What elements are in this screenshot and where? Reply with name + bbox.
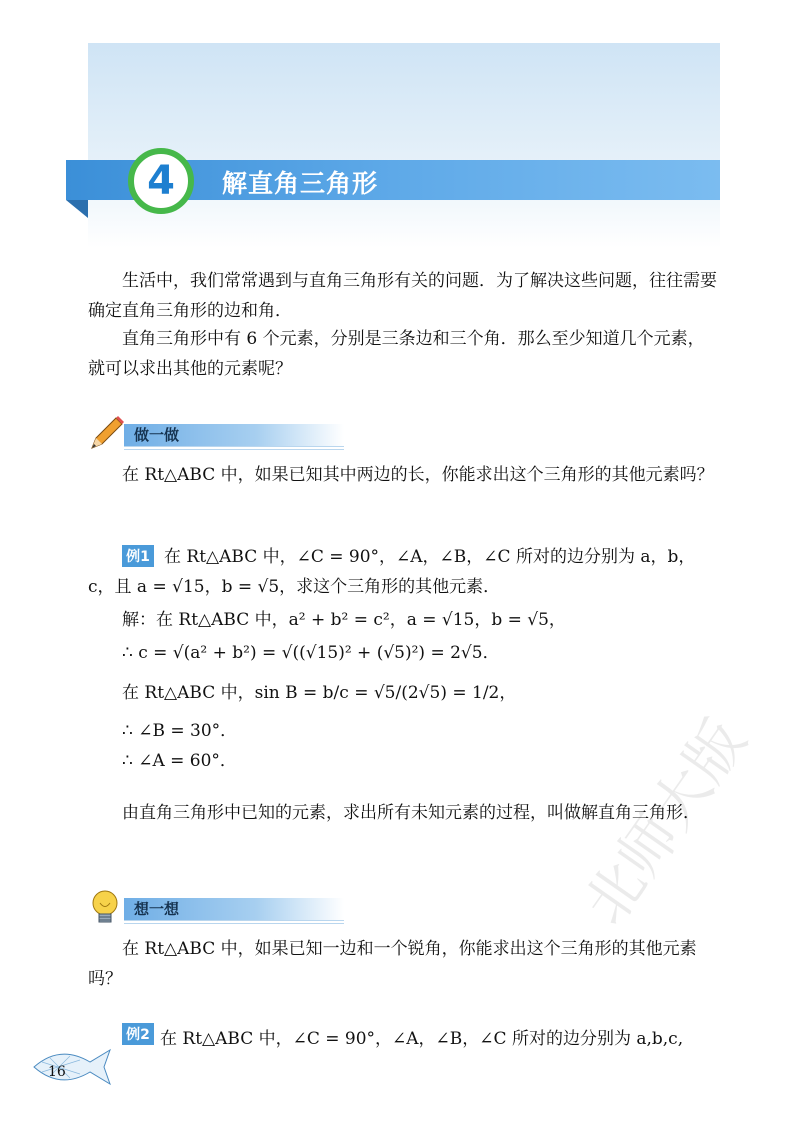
section-number-badge xyxy=(128,148,194,214)
section-title: 解直角三角形 xyxy=(222,169,379,198)
watermark: 北师大版 xyxy=(570,707,760,937)
activity-label-do: 做一做 xyxy=(124,424,344,446)
example2-problem: 在 Rt△ABC 中，∠C = 90°，∠A，∠B，∠C 所对的边分别为 a,b,c, xyxy=(160,1029,684,1049)
activity-label-lines xyxy=(124,446,344,452)
definition-paragraph: 由直角三角形中已知的元素，求出所有未知元素的过程，叫做解直角三角形． xyxy=(122,803,700,823)
example1-problem: 在 Rt△ABC 中，∠C = 90°，∠A，∠B，∠C 所对的边分别为 a，b，c，且 a = √15，b = √5，求这个三角形的其他元素． xyxy=(88,547,696,597)
intro-paragraph-1: 生活中，我们常常遇到与直角三角形有关的问题．为了解决这些问题，往往需要确定直角三角形的边和角． xyxy=(88,271,717,321)
activity-label-lines-2 xyxy=(124,920,344,926)
example2-label: 例2 xyxy=(122,1023,154,1045)
page-number: 16 xyxy=(48,1064,66,1080)
solution-line-5: ∴ ∠A = 60°． xyxy=(122,751,237,771)
pencil-icon xyxy=(86,414,126,458)
activity-label-think: 想一想 xyxy=(124,898,344,920)
intro-paragraph-2: 直角三角形中有 6 个元素，分别是三条边和三个角．那么至少知道几个元素，就可以求出其他的元素呢？ xyxy=(88,329,705,379)
page-number-ornament xyxy=(30,1042,116,1096)
activity1-text: 在 Rt△ABC 中，如果已知其中两边的长，你能求出这个三角形的其他元素吗？ xyxy=(122,465,714,485)
solution-line-4: ∴ ∠B = 30°． xyxy=(122,721,238,741)
activity2-text: 在 Rt△ABC 中，如果已知一边和一个锐角，你能求出这个三角形的其他元素吗？ xyxy=(88,939,697,989)
header-background xyxy=(88,43,720,248)
example1-label: 例1 xyxy=(122,545,154,567)
solution-line-2: ∴ c = √(a² + b²) = √((√15)² + (√5)²) = 2√5． xyxy=(122,643,500,663)
section-number: 4 xyxy=(147,158,175,204)
solution-line-3: 在 Rt△ABC 中，sin B = b/c = √5/(2√5) = 1/2， xyxy=(122,683,517,703)
lightbulb-icon xyxy=(88,888,122,934)
title-band-fold xyxy=(66,200,88,218)
solution-line-1: 解：在 Rt△ABC 中，a² + b² = c²，a = √15，b = √5， xyxy=(122,610,566,630)
